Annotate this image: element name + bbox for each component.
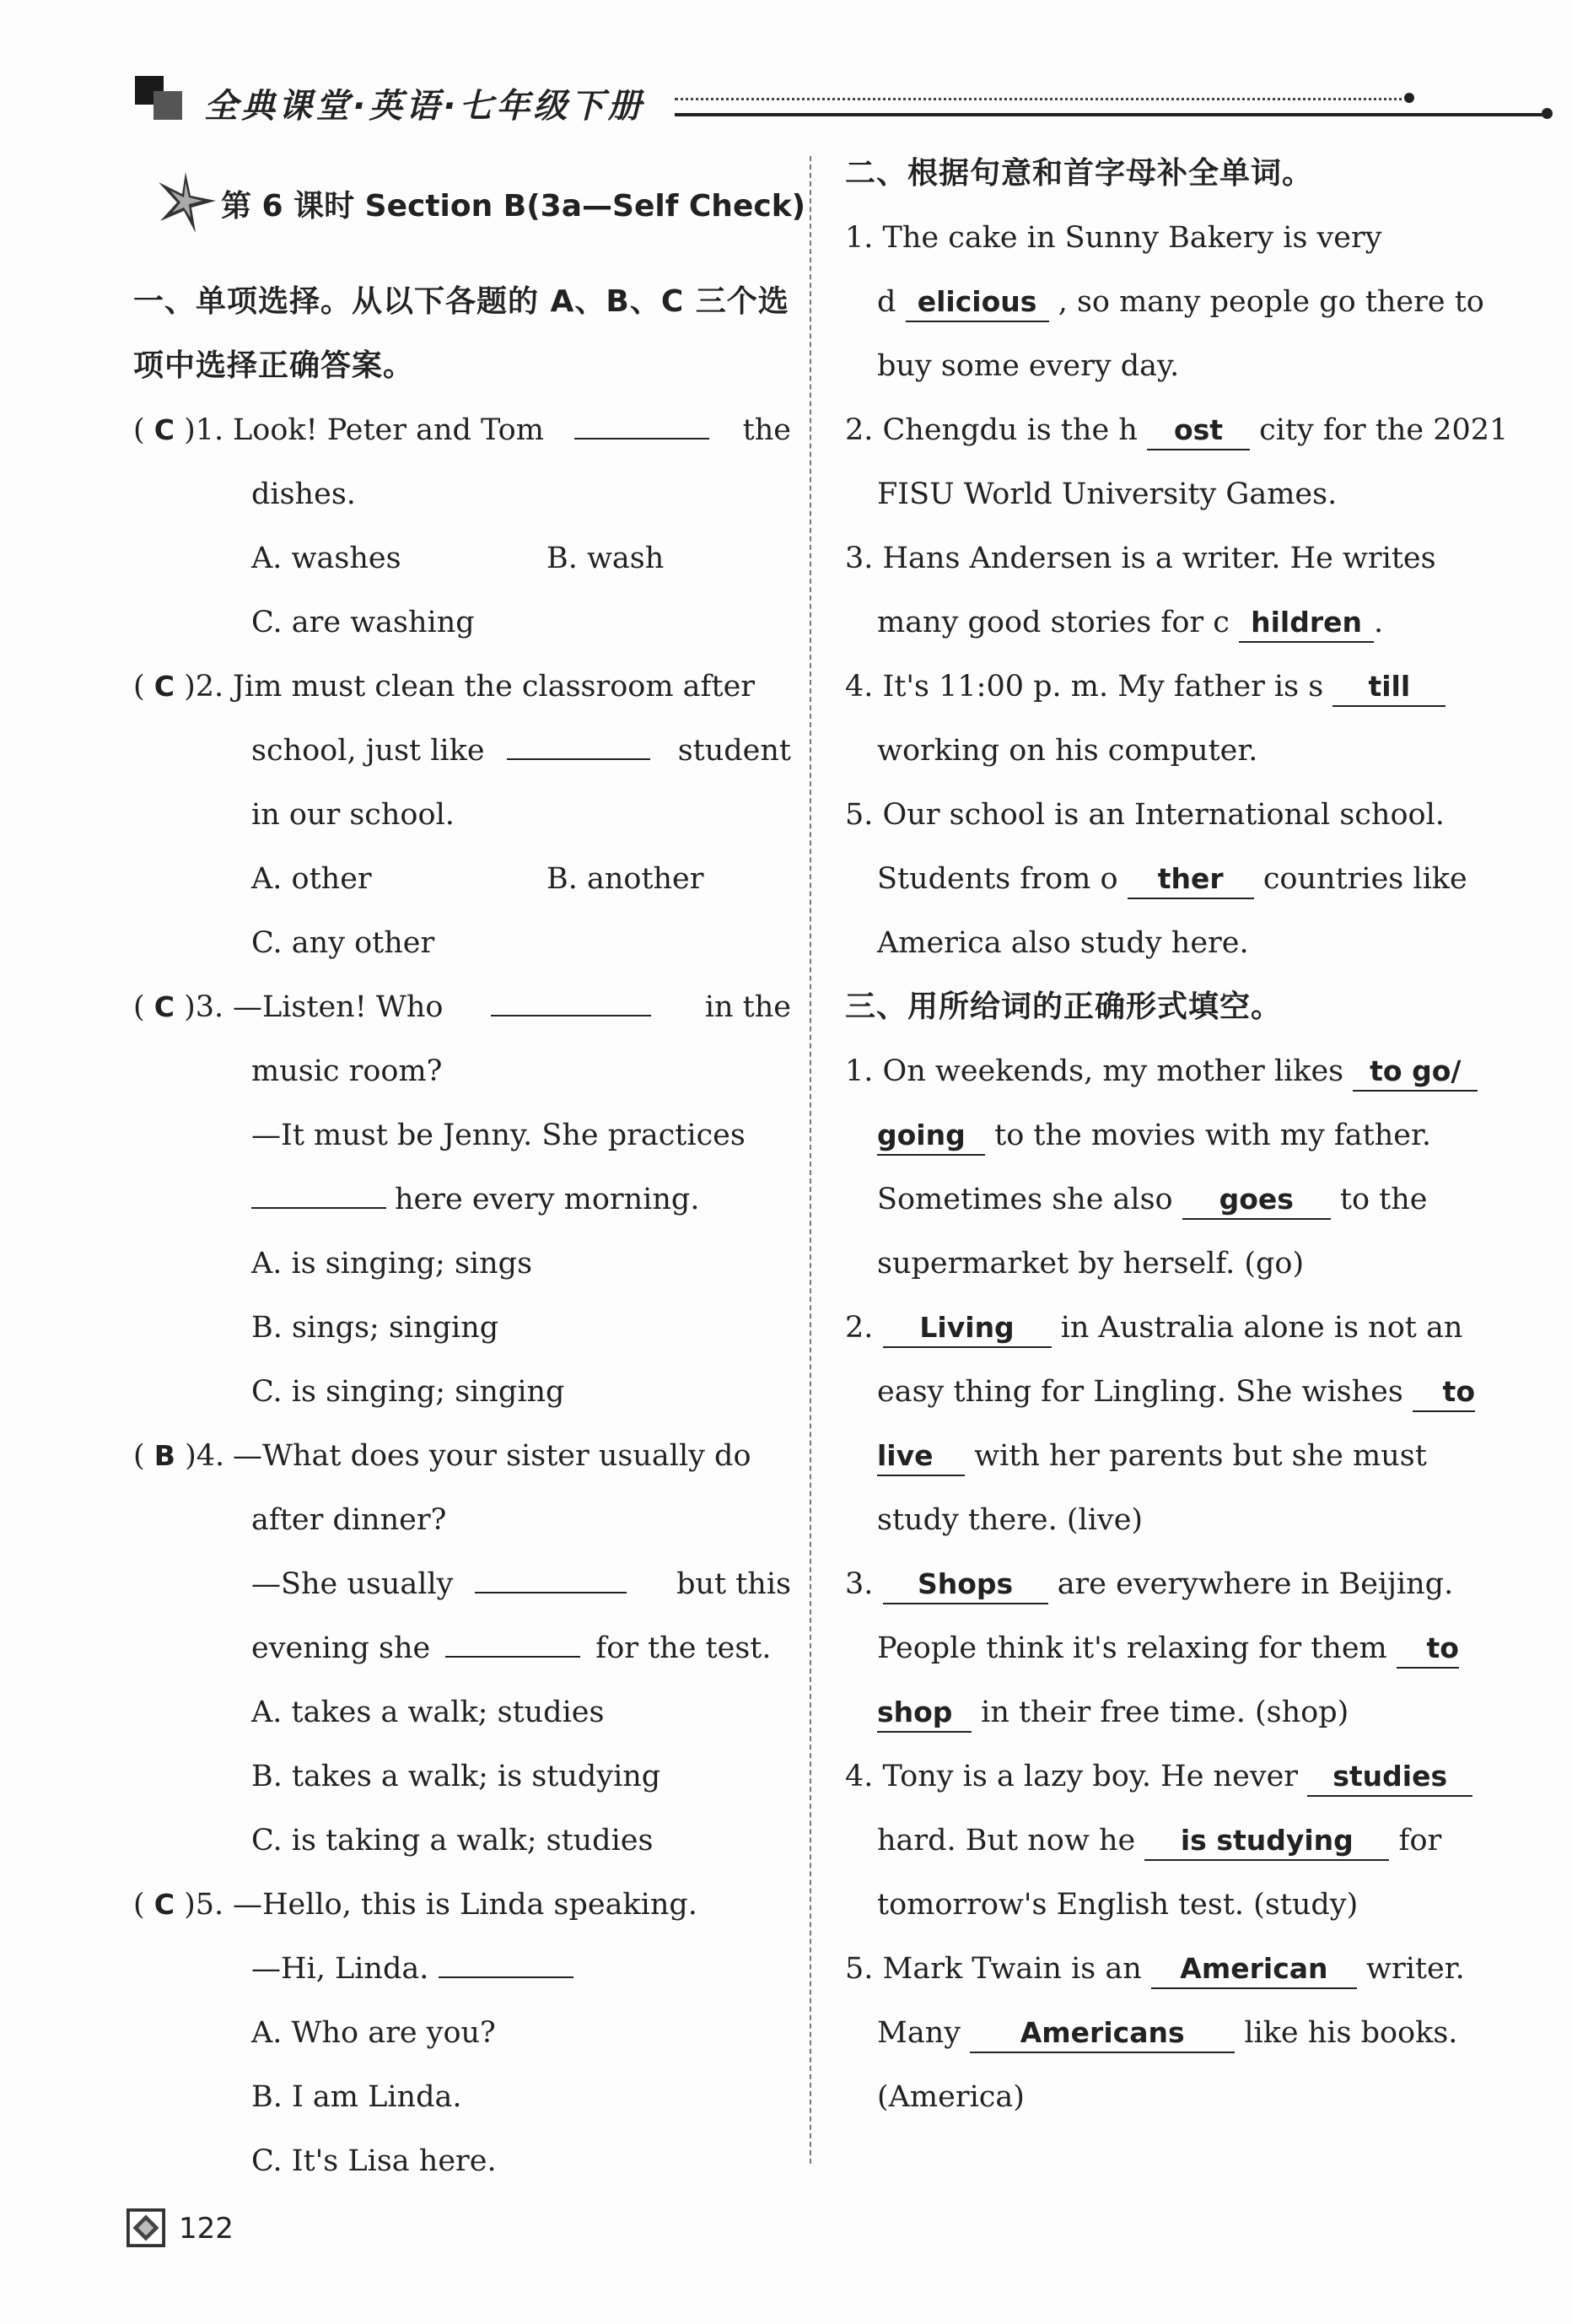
question-text: —Hi, Linda. xyxy=(251,1952,429,1986)
column-divider xyxy=(810,156,811,2164)
question-text: for the test. xyxy=(595,1631,772,1665)
question-text: with her parents but she must xyxy=(974,1439,1427,1473)
filled-answer[interactable]: elicious xyxy=(906,283,1049,322)
answer-4: B xyxy=(153,1439,175,1472)
filled-answer[interactable]: ost xyxy=(1147,412,1250,450)
question-text: easy thing for Lingling. She wishes xyxy=(877,1375,1403,1409)
question-text: —What does your sister usually do xyxy=(233,1439,751,1473)
option-b[interactable]: B. I am Linda. xyxy=(251,2080,462,2114)
part2-question-1 xyxy=(845,206,1511,398)
question-text: 3. Hans Andersen is a writer. He writes xyxy=(845,542,1436,575)
question-number: 2. xyxy=(845,1311,874,1345)
question-1: ( C )1. Look! Peter and Tom the dishes. A. washes B. wash C. are washing xyxy=(133,398,791,655)
lesson-heading xyxy=(152,169,806,236)
question-text: like his books. xyxy=(1244,2016,1458,2050)
header-block-icon-shadow xyxy=(153,91,182,120)
answer-3: C xyxy=(153,990,175,1023)
option-b[interactable]: B. wash xyxy=(546,542,665,575)
question-text: Many xyxy=(877,2016,961,2050)
question-text: supermarket by herself. (go) xyxy=(877,1247,1305,1281)
filled-answer[interactable]: Living xyxy=(883,1309,1052,1348)
answer-blank[interactable] xyxy=(574,412,709,439)
question-text: Sometimes she also xyxy=(877,1183,1173,1216)
filled-answer[interactable]: to go/ xyxy=(1353,1053,1478,1092)
header-dot-end xyxy=(1542,108,1553,119)
filled-answer[interactable]: is studying xyxy=(1144,1822,1389,1861)
question-4: ( B )4. —What does your sister usually do after dinner? —She usually but this evening she for the test. A. takes a walk; studies B. takes a walk; is studying C. is taking a walk; studies xyxy=(133,1424,791,1873)
part2-question-4 xyxy=(845,655,1511,783)
page-number: 122 xyxy=(179,2212,234,2246)
question-text: school, just like xyxy=(251,734,485,768)
diamond-icon xyxy=(127,2208,165,2247)
filled-answer[interactable]: ther xyxy=(1128,860,1254,899)
question-text: —She usually xyxy=(251,1567,454,1601)
question-text: 1. On weekends, my mother likes xyxy=(845,1054,1344,1088)
question-number: 3. xyxy=(845,1567,874,1601)
lesson-title: 第 6 课时 Section B(3a—Self Check) xyxy=(221,189,806,224)
question-text: in our school. xyxy=(251,798,455,832)
part3-question-2 xyxy=(845,1296,1511,1552)
question-text: music room? xyxy=(251,1054,443,1088)
part2-heading: 二、根据句意和首字母补全单词。 xyxy=(845,156,1314,191)
header-title: 全典课堂·英语·七年级下册 xyxy=(204,87,645,126)
question-text: FISU World University Games. xyxy=(877,477,1338,511)
option-c[interactable]: C. are washing xyxy=(251,606,475,639)
option-c[interactable]: C. is taking a walk; studies xyxy=(251,1824,654,1858)
question-text: working on his computer. xyxy=(877,734,1258,768)
option-b[interactable]: B. sings; singing xyxy=(251,1311,499,1345)
options xyxy=(133,847,791,911)
star-sparkle-icon xyxy=(152,169,219,236)
answer-1: C xyxy=(153,413,175,446)
question-text: 5. Our school is an International school. xyxy=(845,798,1445,832)
filled-answer[interactable]: live xyxy=(877,1437,965,1476)
option-c[interactable]: C. It's Lisa here. xyxy=(251,2144,497,2178)
option-a[interactable]: A. takes a walk; studies xyxy=(251,1696,605,1729)
question-text: buy some every day. xyxy=(877,349,1180,383)
option-c[interactable]: C. is singing; singing xyxy=(251,1375,565,1409)
filled-answer[interactable]: American xyxy=(1151,1950,1357,1989)
header-dot xyxy=(1404,93,1414,103)
filled-answer[interactable]: till xyxy=(1332,668,1445,707)
question-text: , so many people go there to xyxy=(1058,285,1484,319)
question-number: 5. xyxy=(195,1888,224,1922)
question-text: countries like xyxy=(1262,862,1467,896)
option-a[interactable]: A. washes xyxy=(251,542,401,575)
answer-2: C xyxy=(153,670,175,703)
filled-answer[interactable]: going xyxy=(877,1117,985,1156)
filled-answer[interactable]: hildren xyxy=(1239,604,1374,643)
question-text: but this xyxy=(676,1567,791,1601)
question-text: student xyxy=(677,734,791,768)
question-text: Students from o xyxy=(877,862,1118,896)
question-text: 1. The cake in Sunny Bakery is very xyxy=(845,221,1382,255)
answer-blank[interactable] xyxy=(475,1566,627,1593)
question-text: —Listen! Who xyxy=(233,990,444,1024)
question-text: the xyxy=(742,413,791,447)
question-text: writer. xyxy=(1366,1952,1465,1986)
question-text: many good stories for c xyxy=(877,606,1230,639)
question-text: Jim must clean the classroom after xyxy=(233,670,756,704)
option-a[interactable]: A. is singing; sings xyxy=(251,1247,533,1281)
header-dotted-rule xyxy=(675,98,1408,100)
question-text: America also study here. xyxy=(877,926,1249,960)
part1-heading: 一、单项选择。从以下各题的 A、B、C 三个选 xyxy=(133,284,789,319)
filled-answer[interactable]: Americans xyxy=(970,2014,1235,2053)
filled-answer[interactable]: goes xyxy=(1182,1181,1331,1220)
question-text: —Hello, this is Linda speaking. xyxy=(233,1888,697,1922)
filled-answer[interactable]: studies xyxy=(1307,1758,1472,1797)
question-5: ( C )5. —Hello, this is Linda speaking. —Hi, Linda. A. Who are you? B. I am Linda. C. It's Lisa here. xyxy=(133,1873,791,2193)
options xyxy=(133,526,791,590)
part3-question-1 xyxy=(845,1039,1511,1296)
answer-blank[interactable] xyxy=(439,1951,573,1978)
answer-blank[interactable] xyxy=(507,733,650,760)
question-text: 5. Mark Twain is an xyxy=(845,1952,1142,1986)
option-b[interactable]: B. another xyxy=(546,862,704,896)
option-c[interactable]: C. any other xyxy=(251,926,435,960)
question-text: —It must be Jenny. She practices xyxy=(251,1119,746,1152)
question-text: dishes. xyxy=(251,477,356,511)
part2-question-2 xyxy=(845,398,1511,526)
question-text: after dinner? xyxy=(251,1503,447,1537)
question-text: evening she xyxy=(251,1631,431,1665)
part2-question-5 xyxy=(845,783,1511,975)
question-3: ( C )3. —Listen! Who in the music room? —It must be Jenny. She practices here every morning. A. is singing; sings B. sings; singing C. is singing; singing xyxy=(133,975,791,1424)
question-text: in their free time. (shop) xyxy=(981,1696,1349,1729)
question-text: tomorrow's English test. (study) xyxy=(877,1888,1359,1922)
question-text: 4. Tony is a lazy boy. He never xyxy=(845,1760,1299,1793)
option-a[interactable]: A. other xyxy=(251,862,372,896)
filled-answer[interactable]: to xyxy=(1413,1373,1475,1412)
question-2: ( C )2. Jim must clean the classroom after school, just like student in our school. A. other B. another C. any other xyxy=(133,655,791,975)
part2-question-3 xyxy=(845,526,1511,655)
part3-question-5 xyxy=(845,1937,1511,2129)
question-text: are everywhere in Beijing. xyxy=(1057,1567,1454,1601)
part3-heading: 三、用所给词的正确形式填空。 xyxy=(845,989,1283,1024)
part1-heading-cont: 项中选择正确答案。 xyxy=(133,348,415,383)
question-text: d xyxy=(877,285,896,319)
filled-answer[interactable]: Shops xyxy=(883,1566,1048,1604)
question-text: (America) xyxy=(877,2080,1025,2114)
question-text: for xyxy=(1398,1824,1442,1858)
left-column xyxy=(133,270,791,2193)
filled-answer[interactable]: to xyxy=(1397,1630,1459,1669)
question-text: in Australia alone is not an xyxy=(1060,1311,1463,1345)
question-text: People think it's relaxing for them xyxy=(877,1631,1387,1665)
question-number: 1. xyxy=(195,413,224,447)
question-text: Look! Peter and Tom xyxy=(233,413,544,447)
option-b[interactable]: B. takes a walk; is studying xyxy=(251,1760,661,1793)
question-number: 3. xyxy=(195,990,224,1024)
question-text: . xyxy=(1374,606,1384,639)
right-column xyxy=(845,142,1511,2129)
answer-blank[interactable] xyxy=(445,1631,580,1658)
question-text: 2. Chengdu is the h xyxy=(845,413,1138,447)
option-a[interactable]: A. Who are you? xyxy=(251,2016,496,2050)
question-text: city for the 2021 xyxy=(1259,413,1509,447)
page-header xyxy=(135,76,1417,127)
answer-5: C xyxy=(153,1888,175,1921)
question-text: in the xyxy=(704,990,791,1024)
part3-question-4 xyxy=(845,1744,1511,1937)
question-number: 4. xyxy=(196,1439,225,1473)
question-text: here every morning. xyxy=(395,1183,700,1216)
question-number: 2. xyxy=(195,670,224,704)
part3-question-3 xyxy=(845,1552,1511,1744)
filled-answer[interactable]: shop xyxy=(877,1694,972,1733)
answer-blank[interactable] xyxy=(491,989,651,1016)
header-rule xyxy=(675,113,1543,116)
question-text: 4. It's 11:00 p. m. My father is s xyxy=(845,670,1324,704)
answer-blank[interactable] xyxy=(251,1182,386,1209)
question-text: to the xyxy=(1339,1183,1428,1216)
question-text: study there. (live) xyxy=(877,1503,1144,1537)
question-text: to the movies with my father. xyxy=(994,1119,1431,1152)
question-text: hard. But now he xyxy=(877,1824,1136,1858)
